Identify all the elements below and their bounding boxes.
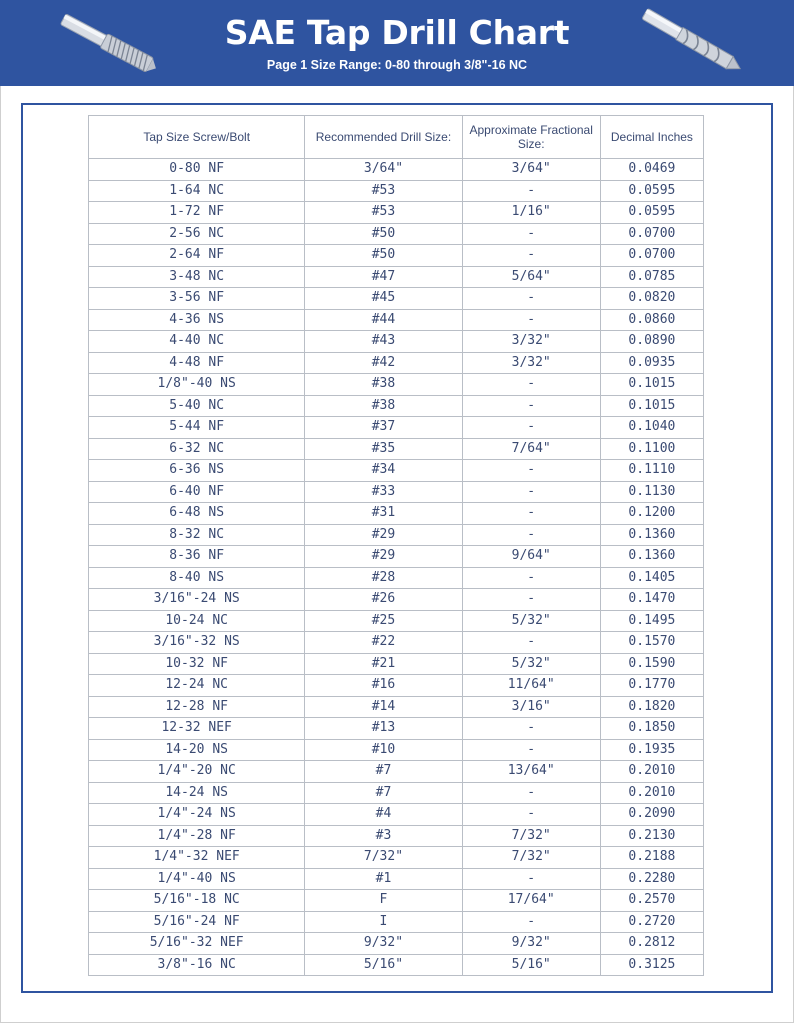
fractional-size-cell: 9/32" — [462, 933, 600, 955]
header-tap-size: Tap Size Screw/Bolt — [89, 116, 305, 159]
tap-size-cell: 3/8"-16 NC — [89, 954, 305, 976]
header-banner — [0, 0, 794, 86]
tap-size-cell: 1/4"-20 NC — [89, 761, 305, 783]
fractional-size-cell: - — [462, 503, 600, 525]
drill-size-cell: #34 — [305, 460, 462, 482]
table-row — [89, 180, 704, 202]
tap-size-cell: 5-44 NF — [89, 417, 305, 439]
tap-size-cell: 1/4"-28 NF — [89, 825, 305, 847]
fractional-size-cell: - — [462, 288, 600, 310]
table-row — [89, 890, 704, 912]
fractional-size-cell: 3/64" — [462, 159, 600, 181]
tap-size-cell: 1-72 NF — [89, 202, 305, 224]
fractional-size-cell: - — [462, 567, 600, 589]
tap-size-cell: 10-32 NF — [89, 653, 305, 675]
tap-size-cell: 6-32 NC — [89, 438, 305, 460]
fractional-size-cell: - — [462, 782, 600, 804]
drill-size-cell: #44 — [305, 309, 462, 331]
drill-size-cell: #45 — [305, 288, 462, 310]
table-row — [89, 868, 704, 890]
tap-drill-table — [88, 115, 704, 976]
table-row — [89, 696, 704, 718]
header-fractional-size: Approximate Fractional Size: — [462, 116, 600, 159]
page-subtitle: Page 1 Size Range: 0-80 through 3/8"-16 NC — [266, 58, 528, 72]
drill-size-cell: #21 — [305, 653, 462, 675]
decimal-inches-cell: 0.1935 — [600, 739, 703, 761]
table-row — [89, 847, 704, 869]
drill-size-cell: #1 — [305, 868, 462, 890]
drill-bit-icon — [635, 6, 750, 78]
fractional-size-cell: - — [462, 180, 600, 202]
tap-size-cell: 6-40 NF — [89, 481, 305, 503]
decimal-inches-cell: 0.1360 — [600, 546, 703, 568]
table-row — [89, 718, 704, 740]
drill-size-cell: #22 — [305, 632, 462, 654]
tap-size-cell: 5-40 NC — [89, 395, 305, 417]
drill-size-cell: #7 — [305, 782, 462, 804]
decimal-inches-cell: 0.0595 — [600, 180, 703, 202]
decimal-inches-cell: 0.2130 — [600, 825, 703, 847]
decimal-inches-cell: 0.0820 — [600, 288, 703, 310]
tap-size-cell: 8-32 NC — [89, 524, 305, 546]
table-row — [89, 245, 704, 267]
decimal-inches-cell: 0.0890 — [600, 331, 703, 353]
drill-size-cell: #33 — [305, 481, 462, 503]
decimal-inches-cell: 0.2720 — [600, 911, 703, 933]
table-row — [89, 159, 704, 181]
fractional-size-cell: 11/64" — [462, 675, 600, 697]
tap-size-cell: 6-36 NS — [89, 460, 305, 482]
fractional-size-cell: - — [462, 804, 600, 826]
tap-size-cell: 8-40 NS — [89, 567, 305, 589]
drill-size-cell: #38 — [305, 374, 462, 396]
tap-size-cell: 14-20 NS — [89, 739, 305, 761]
tap-size-cell: 4-48 NF — [89, 352, 305, 374]
table-row — [89, 761, 704, 783]
fractional-size-cell: 3/16" — [462, 696, 600, 718]
fractional-size-cell: 9/64" — [462, 546, 600, 568]
decimal-inches-cell: 0.0595 — [600, 202, 703, 224]
drill-size-cell: #53 — [305, 180, 462, 202]
drill-size-cell: 9/32" — [305, 933, 462, 955]
fractional-size-cell: 3/32" — [462, 352, 600, 374]
page-title: SAE Tap Drill Chart — [224, 13, 570, 52]
drill-size-cell: #13 — [305, 718, 462, 740]
table-row — [89, 567, 704, 589]
tap-size-cell: 6-48 NS — [89, 503, 305, 525]
fractional-size-cell: 5/16" — [462, 954, 600, 976]
table-row — [89, 589, 704, 611]
decimal-inches-cell: 0.1405 — [600, 567, 703, 589]
fractional-size-cell: 7/32" — [462, 847, 600, 869]
decimal-inches-cell: 0.1850 — [600, 718, 703, 740]
table-row — [89, 309, 704, 331]
decimal-inches-cell: 0.1130 — [600, 481, 703, 503]
table-body — [89, 159, 704, 976]
drill-size-cell: I — [305, 911, 462, 933]
decimal-inches-cell: 0.2280 — [600, 868, 703, 890]
tap-size-cell: 4-36 NS — [89, 309, 305, 331]
drill-size-cell: #25 — [305, 610, 462, 632]
fractional-size-cell: - — [462, 632, 600, 654]
drill-size-cell: #26 — [305, 589, 462, 611]
tap-size-cell: 1/4"-24 NS — [89, 804, 305, 826]
tap-size-cell: 2-56 NC — [89, 223, 305, 245]
fractional-size-cell: - — [462, 739, 600, 761]
table-row — [89, 202, 704, 224]
tap-size-cell: 0-80 NF — [89, 159, 305, 181]
fractional-size-cell: 7/64" — [462, 438, 600, 460]
fractional-size-cell: 3/32" — [462, 331, 600, 353]
table-row — [89, 782, 704, 804]
table-row — [89, 546, 704, 568]
table-row — [89, 954, 704, 976]
decimal-inches-cell: 0.1015 — [600, 374, 703, 396]
table-row — [89, 610, 704, 632]
table-row — [89, 675, 704, 697]
table-row — [89, 395, 704, 417]
drill-size-cell: #4 — [305, 804, 462, 826]
fractional-size-cell: - — [462, 460, 600, 482]
tap-size-cell: 3/16"-24 NS — [89, 589, 305, 611]
fractional-size-cell: - — [462, 524, 600, 546]
fractional-size-cell: - — [462, 395, 600, 417]
fractional-size-cell: - — [462, 374, 600, 396]
tap-size-cell: 1/4"-40 NS — [89, 868, 305, 890]
fractional-size-cell: 1/16" — [462, 202, 600, 224]
table-row — [89, 438, 704, 460]
fractional-size-cell: - — [462, 868, 600, 890]
table-row — [89, 352, 704, 374]
tap-size-cell: 1/8"-40 NS — [89, 374, 305, 396]
table-row — [89, 331, 704, 353]
decimal-inches-cell: 0.0860 — [600, 309, 703, 331]
fractional-size-cell: 5/32" — [462, 653, 600, 675]
drill-size-cell: #10 — [305, 739, 462, 761]
table-row — [89, 266, 704, 288]
fractional-size-cell: - — [462, 245, 600, 267]
tap-size-cell: 3/16"-32 NS — [89, 632, 305, 654]
table-row — [89, 739, 704, 761]
drill-size-cell: 7/32" — [305, 847, 462, 869]
tap-size-cell: 14-24 NS — [89, 782, 305, 804]
tap-size-cell: 2-64 NF — [89, 245, 305, 267]
header-drill-size: Recommended Drill Size: — [305, 116, 462, 159]
decimal-inches-cell: 0.0785 — [600, 266, 703, 288]
decimal-inches-cell: 0.1360 — [600, 524, 703, 546]
drill-size-cell: #16 — [305, 675, 462, 697]
drill-size-cell: #47 — [305, 266, 462, 288]
drill-size-cell: 3/64" — [305, 159, 462, 181]
tap-size-cell: 12-24 NC — [89, 675, 305, 697]
decimal-inches-cell: 0.1570 — [600, 632, 703, 654]
decimal-inches-cell: 0.0700 — [600, 223, 703, 245]
drill-size-cell: 5/16" — [305, 954, 462, 976]
tap-size-cell: 12-32 NEF — [89, 718, 305, 740]
tap-size-cell: 5/16"-18 NC — [89, 890, 305, 912]
drill-size-cell: #50 — [305, 223, 462, 245]
decimal-inches-cell: 0.1040 — [600, 417, 703, 439]
decimal-inches-cell: 0.1015 — [600, 395, 703, 417]
table-row — [89, 632, 704, 654]
drill-size-cell: #3 — [305, 825, 462, 847]
tap-size-cell: 10-24 NC — [89, 610, 305, 632]
tap-size-cell: 12-28 NF — [89, 696, 305, 718]
decimal-inches-cell: 0.2010 — [600, 761, 703, 783]
drill-size-cell: #28 — [305, 567, 462, 589]
drill-size-cell: #43 — [305, 331, 462, 353]
table-header-row — [89, 116, 704, 159]
table-row — [89, 460, 704, 482]
tap-size-cell: 5/16"-24 NF — [89, 911, 305, 933]
decimal-inches-cell: 0.1495 — [600, 610, 703, 632]
tap-size-cell: 1/4"-32 NEF — [89, 847, 305, 869]
drill-size-cell: #29 — [305, 524, 462, 546]
fractional-size-cell: - — [462, 309, 600, 331]
table-row — [89, 524, 704, 546]
decimal-inches-cell: 0.1200 — [600, 503, 703, 525]
tap-size-cell: 1-64 NC — [89, 180, 305, 202]
fractional-size-cell: 5/32" — [462, 610, 600, 632]
fractional-size-cell: - — [462, 417, 600, 439]
decimal-inches-cell: 0.1590 — [600, 653, 703, 675]
fractional-size-cell: 5/64" — [462, 266, 600, 288]
tap-size-cell: 4-40 NC — [89, 331, 305, 353]
table-row — [89, 933, 704, 955]
drill-size-cell: #29 — [305, 546, 462, 568]
decimal-inches-cell: 0.0700 — [600, 245, 703, 267]
header-decimal-inches: Decimal Inches — [600, 116, 703, 159]
drill-size-cell: #42 — [305, 352, 462, 374]
tap-size-cell: 3-56 NF — [89, 288, 305, 310]
fractional-size-cell: - — [462, 589, 600, 611]
decimal-inches-cell: 0.0469 — [600, 159, 703, 181]
table-row — [89, 288, 704, 310]
drill-size-cell: F — [305, 890, 462, 912]
drill-size-cell: #38 — [305, 395, 462, 417]
tap-size-cell: 5/16"-32 NEF — [89, 933, 305, 955]
drill-size-cell: #35 — [305, 438, 462, 460]
tap-size-cell: 3-48 NC — [89, 266, 305, 288]
fractional-size-cell: 13/64" — [462, 761, 600, 783]
table-row — [89, 825, 704, 847]
decimal-inches-cell: 0.2188 — [600, 847, 703, 869]
decimal-inches-cell: 0.1770 — [600, 675, 703, 697]
drill-size-cell: #31 — [305, 503, 462, 525]
drill-size-cell: #14 — [305, 696, 462, 718]
fractional-size-cell: - — [462, 718, 600, 740]
drill-size-cell: #50 — [305, 245, 462, 267]
decimal-inches-cell: 0.1820 — [600, 696, 703, 718]
table-row — [89, 481, 704, 503]
decimal-inches-cell: 0.2010 — [600, 782, 703, 804]
fractional-size-cell: 7/32" — [462, 825, 600, 847]
decimal-inches-cell: 0.2812 — [600, 933, 703, 955]
decimal-inches-cell: 0.2090 — [600, 804, 703, 826]
decimal-inches-cell: 0.1470 — [600, 589, 703, 611]
table-row — [89, 503, 704, 525]
table-row — [89, 223, 704, 245]
drill-size-cell: #7 — [305, 761, 462, 783]
table-row — [89, 653, 704, 675]
table-row — [89, 804, 704, 826]
drill-size-cell: #37 — [305, 417, 462, 439]
fractional-size-cell: - — [462, 223, 600, 245]
fractional-size-cell: - — [462, 481, 600, 503]
table-row — [89, 911, 704, 933]
drill-size-cell: #53 — [305, 202, 462, 224]
decimal-inches-cell: 0.0935 — [600, 352, 703, 374]
decimal-inches-cell: 0.2570 — [600, 890, 703, 912]
fractional-size-cell: - — [462, 911, 600, 933]
fractional-size-cell: 17/64" — [462, 890, 600, 912]
decimal-inches-cell: 0.1110 — [600, 460, 703, 482]
table-row — [89, 374, 704, 396]
decimal-inches-cell: 0.1100 — [600, 438, 703, 460]
tap-size-cell: 8-36 NF — [89, 546, 305, 568]
decimal-inches-cell: 0.3125 — [600, 954, 703, 976]
table-row — [89, 417, 704, 439]
